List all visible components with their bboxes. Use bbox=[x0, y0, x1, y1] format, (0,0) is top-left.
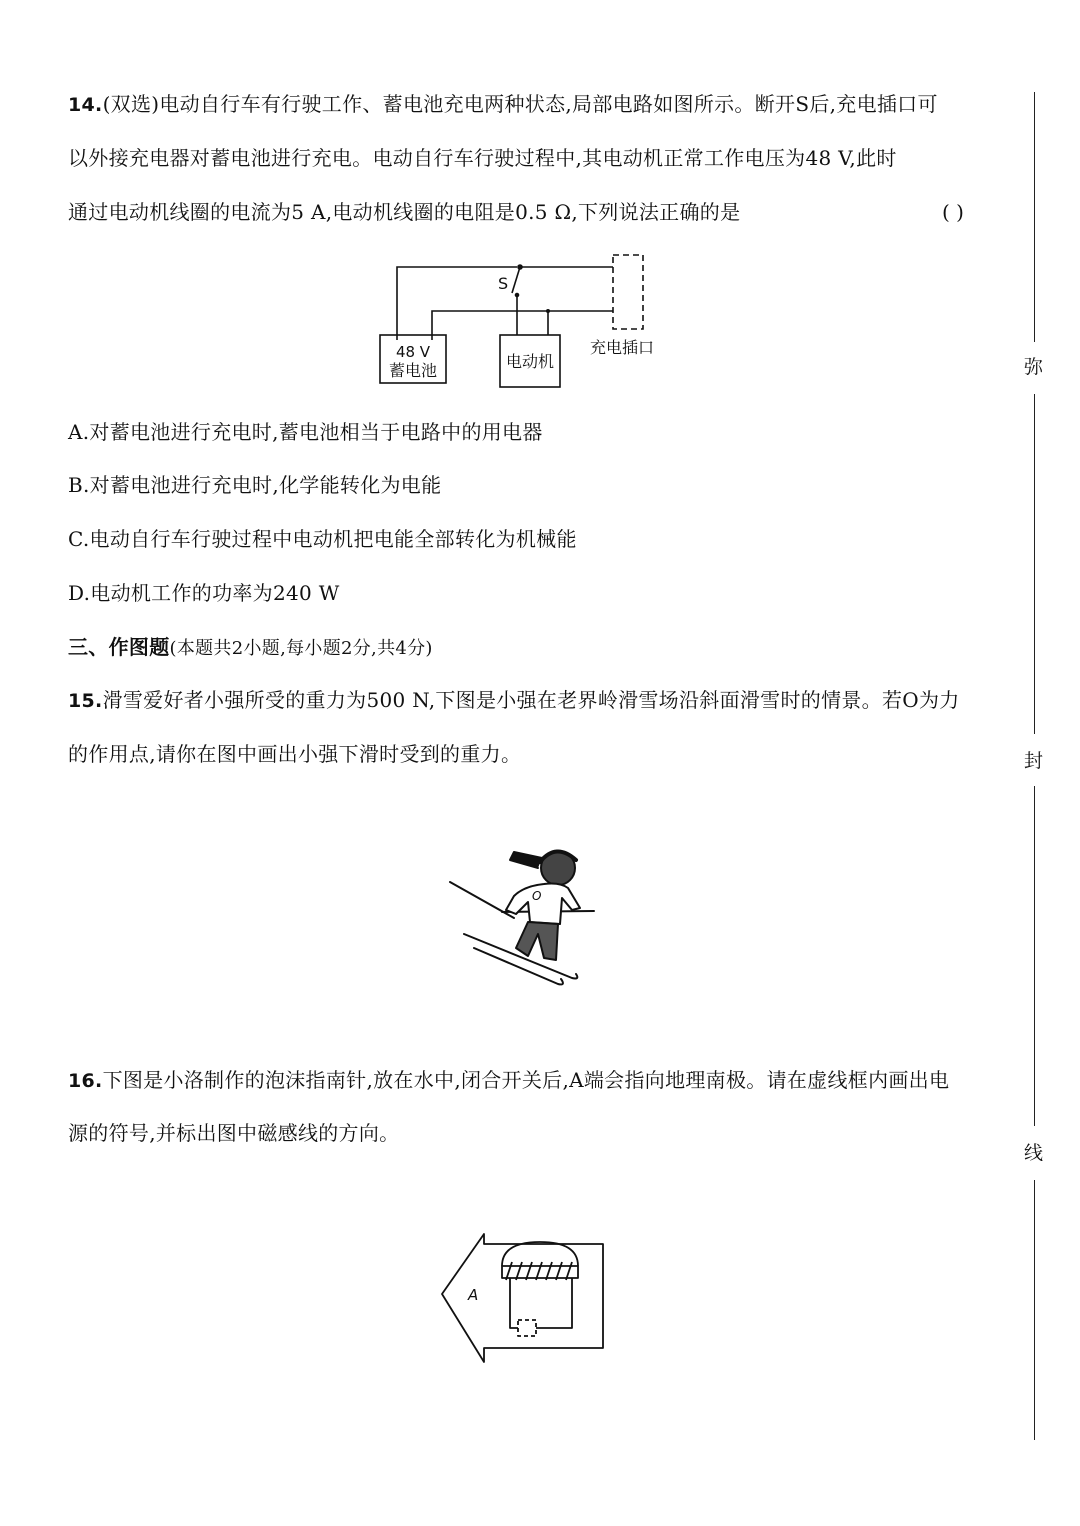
battery-label: 蓄电池 bbox=[388, 361, 438, 380]
margin-line-4 bbox=[1034, 1180, 1035, 1440]
battery-voltage-label: 48 V bbox=[395, 343, 431, 361]
q14-text-1: (双选)电动自行车有行驶工作、蓄电池充电两种状态,局部电路如图所示。断开S后,充电插口可 bbox=[102, 92, 938, 116]
q14-line-3: 通过电动机线圈的电流为5 A,电动机线圈的电阻是0.5 Ω,下列说法正确的是 bbox=[68, 200, 741, 224]
section-3-title: 三、作图题 bbox=[68, 635, 170, 659]
field-line-loop bbox=[502, 1242, 578, 1266]
power-source-box bbox=[518, 1320, 536, 1336]
charging-port-label: 充电插口 bbox=[590, 338, 655, 357]
switch-label: S bbox=[498, 274, 509, 293]
charging-port-box bbox=[613, 255, 643, 329]
jacket bbox=[506, 884, 580, 925]
q15-line-1 bbox=[68, 686, 960, 715]
q15-line-2: 的作用点,请你在图中画出小强下滑时受到的重力。 bbox=[68, 742, 522, 766]
motor-label: 电动机 bbox=[505, 352, 555, 371]
q14-circuit-diagram bbox=[370, 245, 670, 395]
q16-line-1 bbox=[68, 1066, 949, 1095]
q14-answer-paren: ( ) bbox=[942, 200, 964, 224]
margin-char-2: 封 bbox=[1024, 750, 1044, 772]
switch-contact-top bbox=[518, 265, 522, 269]
q14-option-a: A.对蓄电池进行充电时,蓄电池相当于电路中的用电器 bbox=[68, 420, 543, 444]
q15-number: 15. bbox=[68, 690, 103, 712]
section-3-heading bbox=[68, 633, 433, 663]
foam-compass-diagram bbox=[440, 1228, 610, 1368]
section-3-note: (本题共2小题,每小题2分,共4分) bbox=[169, 638, 433, 659]
margin-line-1 bbox=[1034, 92, 1035, 342]
q16-line-2: 源的符号,并标出图中磁感线的方向。 bbox=[68, 1121, 400, 1145]
q14-line-2: 以外接充电器对蓄电池进行充电。电动自行车行驶过程中,其电动机正常工作电压为48 V,此时 bbox=[68, 146, 897, 170]
margin-line-2 bbox=[1034, 394, 1035, 734]
q14-number: 14. bbox=[68, 94, 103, 116]
q14-line-1 bbox=[68, 90, 938, 119]
end-a-label: A bbox=[468, 1286, 479, 1304]
margin-char-1: 弥 bbox=[1024, 356, 1044, 378]
q14-option-c: C.电动自行车行驶过程中电动机把电能全部转化为机械能 bbox=[68, 527, 577, 551]
skier-illustration bbox=[440, 838, 600, 988]
switch-blade bbox=[512, 267, 520, 293]
q14-option-d: D.电动机工作的功率为240 W bbox=[68, 581, 340, 605]
q16-number: 16. bbox=[68, 1070, 103, 1092]
legs bbox=[516, 922, 558, 960]
margin-char-3: 线 bbox=[1024, 1142, 1044, 1164]
q15-text-1: 滑雪爱好者小强所受的重力为500 N,下图是小强在老界岭滑雪场沿斜面滑雪时的情景。若O为力 bbox=[102, 688, 960, 712]
point-o-label: O bbox=[532, 889, 542, 903]
scarf bbox=[510, 852, 542, 868]
margin-line-3 bbox=[1034, 786, 1035, 1126]
q14-option-b: B.对蓄电池进行充电时,化学能转化为电能 bbox=[68, 473, 442, 497]
q16-text-1: 下图是小洛制作的泡沫指南针,放在水中,闭合开关后,A端会指向地理南极。请在虚线框内画出电 bbox=[102, 1068, 950, 1092]
foam-arrow-outline bbox=[442, 1234, 603, 1362]
